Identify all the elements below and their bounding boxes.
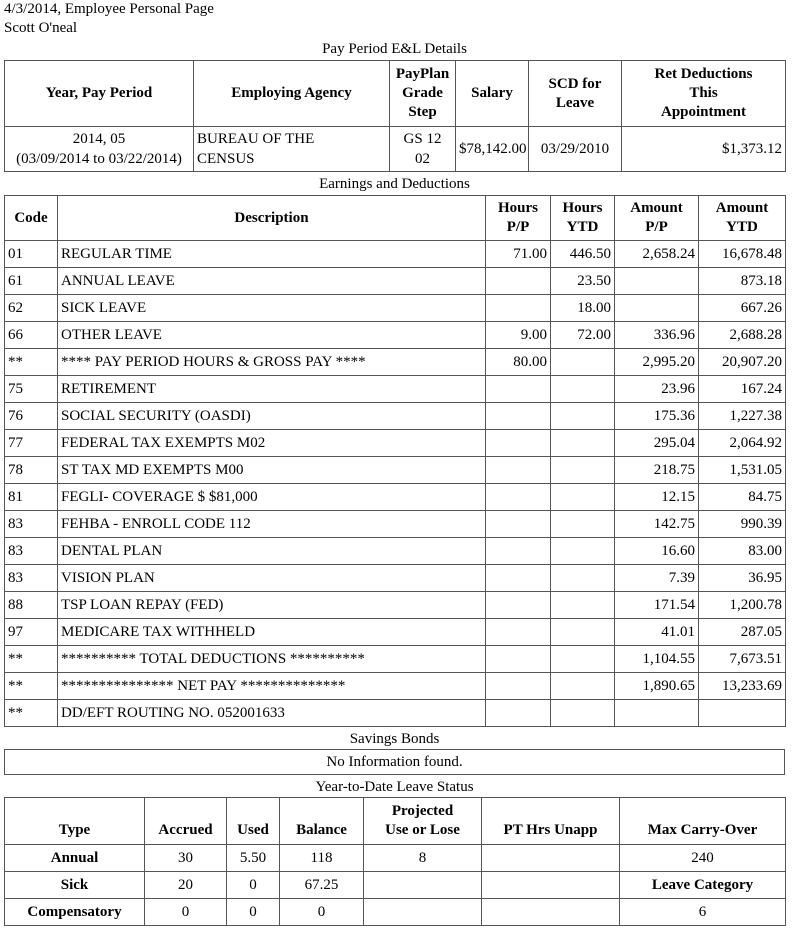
row-hours-ytd: 23.50: [551, 268, 615, 295]
row-code: **: [5, 349, 58, 376]
row-hours-pp: [486, 673, 551, 700]
row-hours-ytd: [551, 565, 615, 592]
year-period-value: 2014, 05: [72, 131, 126, 147]
leave-type: Annual: [5, 845, 145, 872]
hours-ytd-header: [551, 196, 615, 241]
hours-pp-header-line2: P/P: [506, 219, 530, 235]
leave-category-header: Leave Category: [620, 872, 786, 899]
year-period-range: (03/09/2014 to 03/22/2014): [16, 151, 182, 167]
earnings-row: [5, 673, 786, 700]
scd-cell: 03/29/2010: [529, 127, 622, 172]
row-amount-ytd: 873.18: [699, 268, 786, 295]
row-amount-pp: 16.60: [615, 538, 699, 565]
row-hours-pp: [486, 700, 551, 727]
ret-header-line3: Appointment: [660, 104, 746, 120]
savings-message: No Information found.: [5, 750, 785, 775]
row-amount-ytd: 36.95: [699, 565, 786, 592]
row-code: 61: [5, 268, 58, 295]
leave-header-row: [5, 798, 786, 845]
earnings-row: [5, 565, 786, 592]
earnings-row: [5, 430, 786, 457]
leave-type: Sick: [5, 872, 145, 899]
year-period-header: Year, Pay Period: [5, 61, 194, 127]
row-hours-ytd: [551, 349, 615, 376]
leave-pt-hrs: [482, 845, 620, 872]
row-description: FEGLI- COVERAGE $ $81,000: [58, 484, 486, 511]
row-hours-ytd: [551, 592, 615, 619]
row-description: *************** NET PAY **************: [58, 673, 486, 700]
pay-period-table: [4, 60, 786, 172]
row-amount-pp: 175.36: [615, 403, 699, 430]
row-description: REGULAR TIME: [58, 241, 486, 268]
leave-pt-hrs: [482, 872, 620, 899]
row-description: **** PAY PERIOD HOURS & GROSS PAY ****: [58, 349, 486, 376]
earnings-caption: Earnings and Deductions: [319, 176, 470, 192]
leave-used: 5.50: [227, 845, 280, 872]
amount-ytd-header-line1: Amount: [715, 200, 769, 216]
row-amount-pp: 142.75: [615, 511, 699, 538]
row-hours-ytd: [551, 538, 615, 565]
row-code: 83: [5, 565, 58, 592]
salary-cell: $78,142.00: [456, 127, 529, 172]
row-description: TSP LOAN REPAY (FED): [58, 592, 486, 619]
row-code: 97: [5, 619, 58, 646]
row-code: 66: [5, 322, 58, 349]
row-amount-ytd: 20,907.20: [699, 349, 786, 376]
leave-balance: 67.25: [280, 872, 364, 899]
hours-pp-header-line1: Hours: [497, 200, 538, 216]
row-hours-ytd: [551, 403, 615, 430]
row-amount-ytd: 667.26: [699, 295, 786, 322]
year-period-cell: [5, 127, 194, 172]
row-amount-pp: 2,995.20: [615, 349, 699, 376]
row-hours-ytd: [551, 511, 615, 538]
amount-ytd-header-line2: YTD: [726, 219, 758, 235]
leave-used: 0: [227, 872, 280, 899]
agency-cell: [194, 127, 390, 172]
row-description: FEHBA - ENROLL CODE 112: [58, 511, 486, 538]
balance-header: Balance: [280, 798, 364, 845]
row-amount-ytd: 16,678.48: [699, 241, 786, 268]
leave-pt-hrs: [482, 899, 620, 926]
row-amount-ytd: 7,673.51: [699, 646, 786, 673]
row-hours-ytd: [551, 646, 615, 673]
row-amount-ytd: 13,233.69: [699, 673, 786, 700]
row-amount-pp: [615, 268, 699, 295]
savings-caption: Savings Bonds: [349, 731, 440, 747]
earnings-row: [5, 511, 786, 538]
savings-row: [5, 750, 785, 775]
row-code: 83: [5, 511, 58, 538]
payplan-cell: [390, 127, 456, 172]
earnings-row: [5, 457, 786, 484]
leave-row-sick: [5, 872, 786, 899]
amount-pp-header-line2: P/P: [645, 219, 668, 235]
row-amount-ytd: 2,688.28: [699, 322, 786, 349]
row-hours-ytd: [551, 484, 615, 511]
amount-pp-header: [615, 196, 699, 241]
accrued-header: Accrued: [145, 798, 227, 845]
projected-header-line1: Projected: [391, 803, 454, 819]
row-code: 76: [5, 403, 58, 430]
row-description: SOCIAL SECURITY (OASDI): [58, 403, 486, 430]
row-amount-pp: 7.39: [615, 565, 699, 592]
row-amount-ytd: 1,227.38: [699, 403, 786, 430]
pt-hrs-header: PT Hrs Unapp: [482, 798, 620, 845]
row-hours-pp: [486, 430, 551, 457]
row-hours-pp: [486, 376, 551, 403]
code-header: Code: [5, 196, 58, 241]
earnings-row: [5, 322, 786, 349]
earnings-table: [4, 195, 786, 727]
row-hours-pp: 9.00: [486, 322, 551, 349]
row-amount-pp: 1,890.65: [615, 673, 699, 700]
employee-name: Scott O'neal: [4, 20, 78, 36]
leave-row-annual: [5, 845, 786, 872]
earnings-header-row: [5, 196, 786, 241]
row-hours-pp: [486, 511, 551, 538]
scd-header-line2: Leave: [555, 94, 595, 111]
row-code: 62: [5, 295, 58, 322]
pay-period-caption: Pay Period E&L Details: [322, 41, 467, 57]
row-description: FEDERAL TAX EXEMPTS M02: [58, 430, 486, 457]
row-hours-pp: [486, 565, 551, 592]
row-code: 01: [5, 241, 58, 268]
leave-table: [4, 797, 786, 926]
row-amount-ytd: 167.24: [699, 376, 786, 403]
projected-header-line2: Use or Lose: [385, 822, 460, 838]
row-amount-ytd: 2,064.92: [699, 430, 786, 457]
leave-type: Compensatory: [5, 899, 145, 926]
row-amount-pp: 1,104.55: [615, 646, 699, 673]
row-code: **: [5, 700, 58, 727]
amount-pp-header-line1: Amount: [630, 200, 683, 216]
used-header: Used: [227, 798, 280, 845]
payplan-header-line2: Grade: [402, 85, 443, 101]
pay-period-data-row: [5, 127, 786, 172]
leave-category-value: 6: [620, 899, 786, 926]
row-code: 88: [5, 592, 58, 619]
leave-balance: 0: [280, 899, 364, 926]
row-hours-ytd: 18.00: [551, 295, 615, 322]
savings-table: [4, 749, 785, 775]
row-description: MEDICARE TAX WITHHELD: [58, 619, 486, 646]
agency-line2: CENSUS: [197, 151, 255, 167]
earnings-row: [5, 538, 786, 565]
leave-projected: [364, 872, 482, 899]
earnings-row: [5, 241, 786, 268]
leave-projected: 8: [364, 845, 482, 872]
earnings-row: [5, 592, 786, 619]
earnings-row: [5, 619, 786, 646]
row-description: VISION PLAN: [58, 565, 486, 592]
row-amount-ytd: [699, 700, 786, 727]
row-hours-pp: [486, 592, 551, 619]
row-hours-ytd: [551, 457, 615, 484]
pay-period-header-row: [5, 61, 786, 127]
ret-header-line2: This: [689, 85, 718, 101]
row-hours-pp: [486, 646, 551, 673]
row-amount-ytd: 990.39: [699, 511, 786, 538]
row-description: ST TAX MD EXEMPTS M00: [58, 457, 486, 484]
row-amount-pp: 336.96: [615, 322, 699, 349]
row-amount-ytd: 1,200.78: [699, 592, 786, 619]
row-code: 77: [5, 430, 58, 457]
row-hours-ytd: [551, 700, 615, 727]
max-carry-header: Max Carry-Over: [620, 798, 786, 845]
row-hours-ytd: [551, 430, 615, 457]
scd-header-line1: SCD for: [548, 75, 602, 92]
row-amount-pp: [615, 295, 699, 322]
row-description: ********** TOTAL DEDUCTIONS **********: [58, 646, 486, 673]
row-code: **: [5, 646, 58, 673]
description-header: Description: [58, 196, 486, 241]
earnings-row: [5, 403, 786, 430]
row-amount-pp: 295.04: [615, 430, 699, 457]
earnings-row: [5, 268, 786, 295]
row-amount-ytd: 83.00: [699, 538, 786, 565]
amount-ytd-header: [699, 196, 786, 241]
leave-used: 0: [227, 899, 280, 926]
row-description: DENTAL PLAN: [58, 538, 486, 565]
hours-ytd-header-line2: YTD: [566, 219, 599, 235]
leave-accrued: 0: [145, 899, 227, 926]
row-amount-ytd: 84.75: [699, 484, 786, 511]
payplan-step: 02: [415, 151, 430, 167]
earnings-body: [5, 241, 786, 727]
page-header-date-title: 4/3/2014, Employee Personal Page: [4, 1, 214, 17]
earnings-row: [5, 376, 786, 403]
earnings-row: [5, 700, 786, 727]
agency-line1: BUREAU OF THE: [197, 131, 315, 147]
row-hours-ytd: [551, 619, 615, 646]
row-code: **: [5, 673, 58, 700]
row-amount-ytd: 287.05: [699, 619, 786, 646]
row-amount-pp: [615, 700, 699, 727]
payplan-grade: GS 12: [403, 131, 442, 147]
ret-deductions-header: [622, 61, 786, 127]
leave-accrued: 30: [145, 845, 227, 872]
row-description: SICK LEAVE: [58, 295, 486, 322]
earnings-row: [5, 349, 786, 376]
row-hours-pp: [486, 619, 551, 646]
leave-balance: 118: [280, 845, 364, 872]
ret-deductions-cell: $1,373.12: [622, 127, 786, 172]
leave-row-compensatory: [5, 899, 786, 926]
row-description: RETIREMENT: [58, 376, 486, 403]
row-amount-pp: 41.01: [615, 619, 699, 646]
row-amount-pp: 171.54: [615, 592, 699, 619]
row-amount-pp: 2,658.24: [615, 241, 699, 268]
row-hours-ytd: [551, 673, 615, 700]
hours-pp-header: [486, 196, 551, 241]
agency-header: Employing Agency: [194, 61, 390, 127]
row-hours-ytd: 72.00: [551, 322, 615, 349]
row-amount-pp: 12.15: [615, 484, 699, 511]
earnings-row: [5, 646, 786, 673]
leave-type-header: Type: [5, 798, 145, 845]
leave-accrued: 20: [145, 872, 227, 899]
row-hours-pp: [486, 538, 551, 565]
leave-caption: Year-to-Date Leave Status: [315, 779, 474, 795]
leave-projected: [364, 899, 482, 926]
row-hours-pp: [486, 484, 551, 511]
row-hours-pp: [486, 268, 551, 295]
row-description: OTHER LEAVE: [58, 322, 486, 349]
row-amount-pp: 23.96: [615, 376, 699, 403]
row-hours-pp: [486, 295, 551, 322]
row-hours-pp: 80.00: [486, 349, 551, 376]
row-hours-pp: [486, 457, 551, 484]
row-code: 83: [5, 538, 58, 565]
hours-ytd-header-line1: Hours: [562, 200, 603, 216]
row-description: DD/EFT ROUTING NO. 052001633: [58, 700, 486, 727]
row-code: 75: [5, 376, 58, 403]
row-amount-ytd: 1,531.05: [699, 457, 786, 484]
ret-header-line1: Ret Deductions: [654, 66, 753, 82]
payplan-header-line1: PayPlan: [395, 66, 450, 82]
row-amount-pp: 218.75: [615, 457, 699, 484]
payplan-header-line3: Step: [408, 104, 437, 120]
row-hours-ytd: 446.50: [551, 241, 615, 268]
earnings-row: [5, 484, 786, 511]
row-code: 81: [5, 484, 58, 511]
row-code: 78: [5, 457, 58, 484]
projected-header: [364, 798, 482, 845]
row-hours-pp: [486, 403, 551, 430]
scd-header: [529, 61, 622, 127]
earnings-row: [5, 295, 786, 322]
row-description: ANNUAL LEAVE: [58, 268, 486, 295]
salary-header: Salary: [456, 61, 529, 127]
leave-max-carry: 240: [620, 845, 786, 872]
row-hours-pp: 71.00: [486, 241, 551, 268]
row-hours-ytd: [551, 376, 615, 403]
payplan-header: [390, 61, 456, 127]
